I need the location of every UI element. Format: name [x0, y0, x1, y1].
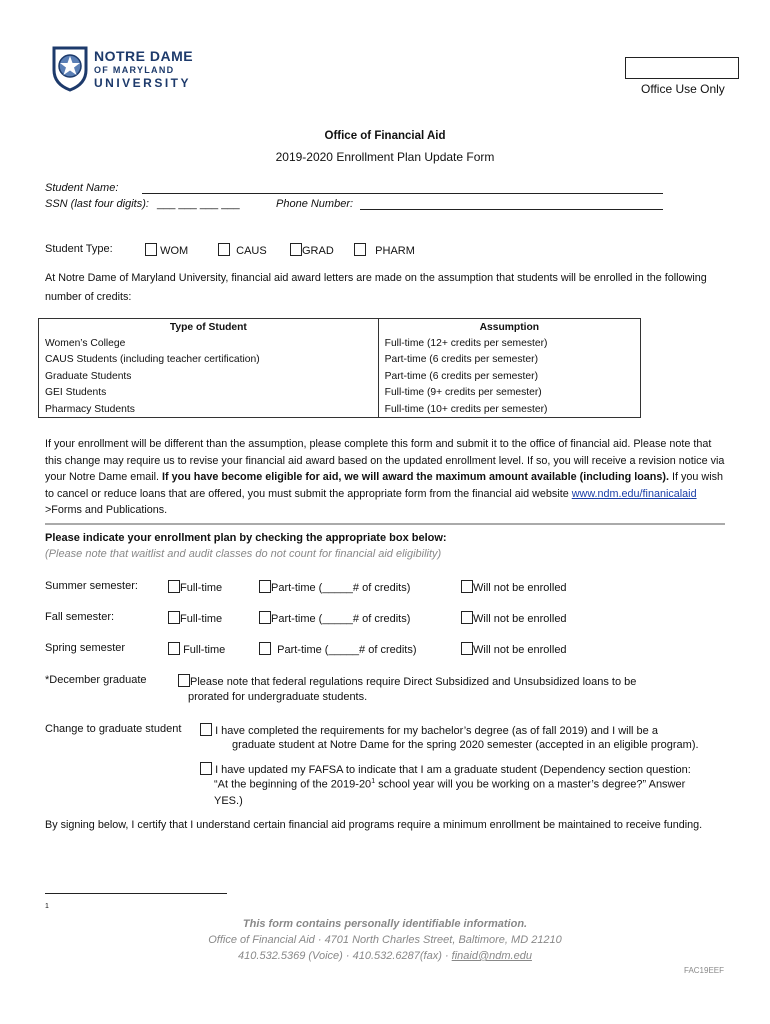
logo-line-2: OF MARYLAND [94, 65, 175, 75]
footnote-number: 1 [45, 903, 49, 910]
office-use-label: Office Use Only [641, 82, 725, 96]
checkbox[interactable] [178, 674, 190, 687]
december-text-2: prorated for undergraduate students. [188, 691, 368, 703]
table-cell: Part-time (6 credits per semester) [378, 352, 640, 368]
grad-change-option-2[interactable] [200, 762, 691, 776]
option-label: Full-time [183, 644, 226, 656]
option-not-enrolled[interactable] [461, 580, 567, 594]
logo-line-1: NOTRE DAME [94, 48, 194, 64]
table-header-type: Type of Student [39, 319, 379, 336]
december-text: Please note that federal regulations require Direct Subsidized and Unsubsidized loans to be [190, 676, 637, 688]
student-type-wom[interactable] [145, 243, 188, 257]
table-row [39, 352, 641, 368]
grad-option-1-text-2: graduate student at Notre Dame for the spring 2020 semester (accepted in an eligible program). [232, 739, 699, 751]
table-header-assumption: Assumption [378, 319, 640, 336]
student-type-wom-label: WOM [160, 245, 189, 257]
star-seal-icon [50, 44, 90, 92]
option-label: Full-time [180, 613, 223, 625]
notice-text: If your enrollment will be different than the assumption, please complete this form and submit it to the office of financial aid. Please note that this change may require us to revise your financial aid award based on the updated enrollment level. If so, you will receive a revision notice via your Notre Dame email. [45, 438, 725, 483]
student-type-caus[interactable] [218, 243, 267, 257]
table-row [39, 385, 641, 401]
page-subtitle: 2019-2020 Enrollment Plan Update Form [275, 150, 495, 164]
option-part-time[interactable] [259, 580, 410, 594]
checkbox[interactable] [168, 642, 180, 655]
option-full-time[interactable] [168, 611, 222, 625]
notice-text-3: >Forms and Publications. [45, 504, 168, 516]
plan-heading: Please indicate your enrollment plan by checking the appropriate box below: [45, 532, 447, 544]
page-title: Office of Financial Aid [324, 130, 446, 142]
phone-field[interactable] [360, 209, 663, 210]
grad-option-2-text: I have updated my FAFSA to indicate that I am a graduate student (Dependency section question: [215, 764, 691, 776]
table-cell: Part-time (6 credits per semester) [378, 368, 640, 384]
university-logo [48, 44, 198, 94]
option-label: Will not be enrolled [473, 613, 567, 625]
office-use-box[interactable] [625, 57, 739, 79]
student-type-grad-label: GRAD [302, 245, 334, 257]
notice-bold-text: If you have become eligible for aid, we will award the maximum amount available (including loans). [162, 471, 669, 483]
option-full-time[interactable] [168, 580, 222, 594]
checkbox[interactable] [200, 762, 212, 775]
option-not-enrolled[interactable] [461, 611, 567, 625]
table-row [39, 401, 641, 418]
grad-change-option-1[interactable] [200, 723, 658, 737]
option-not-enrolled[interactable] [461, 642, 567, 656]
option-label: Part-time (_____# of credits) [271, 582, 411, 594]
footer-address: Office of Financial Aid · 4701 North Charles Street, Baltimore, MD 21210 [208, 934, 562, 946]
checkbox[interactable] [200, 723, 212, 736]
grad-option-2-text-2 [214, 778, 685, 791]
student-type-grad[interactable] [290, 243, 334, 257]
footnote-ref: 1 [371, 778, 376, 785]
option-label: Part-time (_____# of credits) [271, 613, 411, 625]
option-label: Full-time [180, 582, 223, 594]
certification-text: By signing below, I certify that I understand certain financial aid programs require a minimum enrollment be maintained to receive funding. [45, 819, 703, 831]
checkbox[interactable] [168, 611, 180, 624]
table-cell: CAUS Students (including teacher certification) [39, 352, 379, 368]
grad-option-2-quote: “At the beginning of the 2019-20 [214, 778, 372, 791]
checkbox[interactable] [354, 243, 366, 256]
plan-note: (Please note that waitlist and audit classes do not count for financial aid eligibility) [45, 548, 442, 560]
december-graduate-label: *December graduate [45, 674, 147, 686]
student-type-pharm[interactable] [354, 243, 415, 257]
option-part-time[interactable] [259, 611, 410, 625]
checkbox[interactable] [145, 243, 157, 256]
phone-label: Phone Number: [276, 198, 354, 210]
grad-option-1-text: I have completed the requirements for my bachelor’s degree (as of fall 2019) and I will be a [215, 725, 658, 737]
table-cell: Pharmacy Students [39, 401, 379, 418]
table-row [39, 335, 641, 351]
intro-text: At Notre Dame of Maryland University, financial aid award letters are made on the assumption that students will be enrolled in the following number of credits: [45, 272, 707, 303]
ssn-field[interactable]: ___ ___ ___ ___ [157, 198, 240, 210]
logo-line-3: UNIVERSITY [94, 76, 192, 90]
table-cell: Full-time (10+ credits per semester) [378, 401, 640, 418]
table-header-row [39, 319, 641, 336]
notice-paragraph [45, 436, 725, 519]
table-cell: Women’s College [39, 335, 379, 351]
table-row [39, 368, 641, 384]
semester-label: Spring semester [45, 642, 126, 654]
ssn-label: SSN (last four digits): [45, 198, 149, 210]
checkbox[interactable] [168, 580, 180, 593]
table-cell: Full-time (12+ credits per semester) [378, 335, 640, 351]
option-label: Will not be enrolled [473, 582, 567, 594]
checkbox[interactable] [461, 611, 473, 624]
student-type-pharm-label: PHARM [375, 245, 415, 257]
checkbox[interactable] [218, 243, 230, 256]
financial-aid-link[interactable]: www.ndm.edu/finanicalaid [571, 487, 697, 500]
checkbox[interactable] [461, 642, 473, 655]
option-full-time[interactable] [168, 642, 225, 656]
student-name-field[interactable] [142, 193, 663, 194]
checkbox[interactable] [259, 580, 271, 593]
checkbox[interactable] [461, 580, 473, 593]
form-code: FAC19EEF [684, 966, 725, 975]
option-label: Part-time (_____# of credits) [277, 644, 417, 656]
december-graduate-option[interactable] [178, 674, 636, 688]
footer-contact [0, 950, 770, 962]
student-type-caus-label: CAUS [236, 245, 267, 257]
footer-phone: 410.532.5369 (Voice) · 410.532.6287(fax) · [238, 950, 452, 962]
checkbox[interactable] [259, 642, 271, 655]
grad-option-2-text-3: YES.) [214, 795, 243, 807]
semester-label: Summer semester: [45, 580, 138, 592]
notice-text-2: If you wish to cancel or reduce loans that are offered, you must submit the appropriate form from the financial aid website [45, 471, 724, 500]
grad-option-2-quote-end: school year will you be working on a master’s degree?” Answer [375, 778, 686, 791]
checkbox[interactable] [290, 243, 302, 256]
footer-email-link[interactable]: finaid@ndm.edu [451, 950, 532, 962]
credit-assumption-table [38, 318, 641, 418]
option-label: Will not be enrolled [473, 644, 567, 656]
footnote-divider [45, 893, 227, 894]
option-part-time[interactable] [259, 642, 417, 656]
student-type-label: Student Type: [45, 243, 113, 255]
checkbox[interactable] [259, 611, 271, 624]
table-cell: Graduate Students [39, 368, 379, 384]
divider [45, 523, 725, 525]
table-cell: GEI Students [39, 385, 379, 401]
student-name-label: Student Name: [45, 182, 119, 194]
semester-label: Fall semester: [45, 611, 115, 623]
table-cell: Full-time (9+ credits per semester) [378, 385, 640, 401]
footer-privacy-notice: This form contains personally identifiable information. [242, 918, 528, 930]
grad-change-label: Change to graduate student [45, 723, 182, 735]
